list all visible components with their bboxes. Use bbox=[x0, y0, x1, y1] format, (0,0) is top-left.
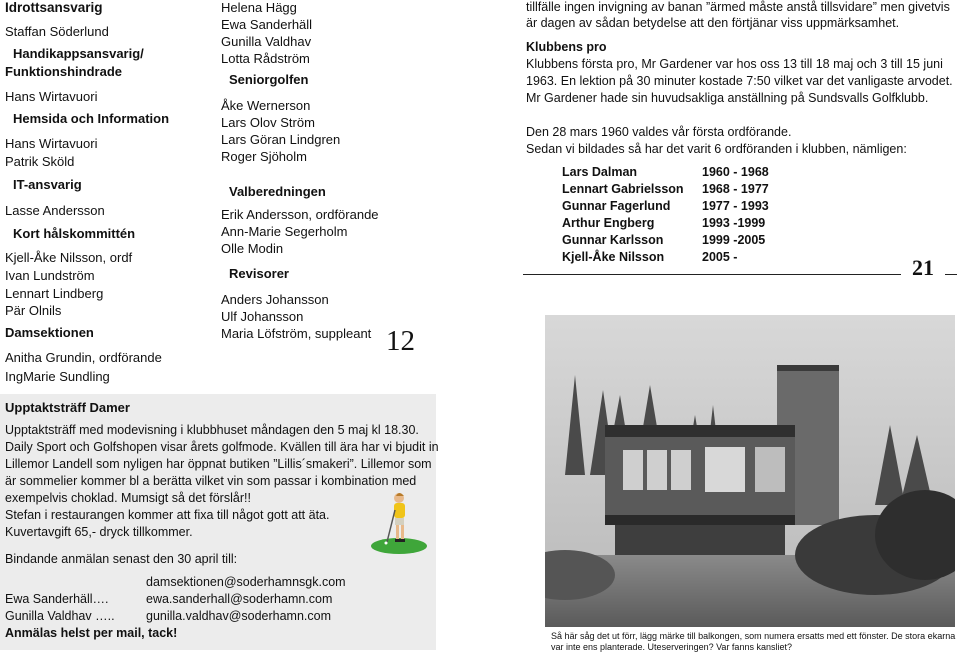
event-line: Kuvertavgift 65,- dryck tillkommer. bbox=[5, 525, 193, 539]
pro-line: Klubbens första pro, Mr Gardener var hos oss 13 till 18 maj och 3 till 15 juni bbox=[526, 57, 943, 71]
chair-intro-line: Den 28 mars 1960 valdes vår första ordförande. bbox=[526, 125, 792, 139]
divider-line-end bbox=[945, 274, 957, 275]
handikapp-heading-2: Funktionshindrade bbox=[5, 64, 122, 79]
contact-email[interactable]: ewa.sanderhall@soderhamn.com bbox=[146, 592, 333, 606]
golfer-illustration bbox=[370, 490, 430, 556]
chair-years: 1977 - 1993 bbox=[702, 199, 769, 213]
val-name: Erik Andersson, ordförande bbox=[221, 207, 379, 222]
chair-years: 1999 -2005 bbox=[702, 233, 766, 247]
idrott-heading: Idrottsansvarig bbox=[5, 0, 103, 15]
handikapp-heading-1: Handikappsansvarig/ bbox=[13, 46, 144, 61]
page-number-left: 12 bbox=[386, 325, 415, 357]
val-name: Olle Modin bbox=[221, 241, 284, 256]
email-main[interactable]: damsektionen@soderhamnsgk.com bbox=[146, 575, 346, 589]
chair-name: Gunnar Fagerlund bbox=[562, 199, 671, 213]
chair-name: Lars Dalman bbox=[562, 165, 638, 179]
contact-name: Ewa Sanderhäll…. bbox=[5, 592, 109, 606]
committee-name: Lotta Rådström bbox=[221, 51, 310, 66]
caption-line: var inte ens planterade. Uteserveringen? Var fanns kansliet? bbox=[551, 642, 792, 652]
senior-name: Åke Wernerson bbox=[221, 98, 311, 113]
chair-years: 1993 -1999 bbox=[702, 216, 766, 230]
contact-email[interactable]: gunilla.valdhav@soderhamn.com bbox=[146, 609, 332, 623]
committee-name: Helena Hägg bbox=[221, 0, 297, 15]
rev-name: Maria Löfström, suppleant bbox=[221, 326, 372, 341]
senior-name: Lars Göran Lindgren bbox=[221, 132, 341, 147]
event-line: exempelvis choklad. Mumsigt så det förslår!! bbox=[5, 491, 251, 505]
rev-heading: Revisorer bbox=[229, 266, 289, 281]
pro-heading: Klubbens pro bbox=[526, 40, 607, 54]
dam-name: Anitha Grundin, ordförande bbox=[5, 350, 162, 365]
it-name: Lasse Andersson bbox=[5, 203, 105, 218]
page-number-right: 21 bbox=[912, 255, 934, 280]
chair-years: 2005 - bbox=[702, 250, 738, 264]
chair-years: 1968 - 1977 bbox=[702, 182, 769, 196]
senior-name: Lars Olov Ström bbox=[221, 115, 315, 130]
chair-years: 1960 - 1968 bbox=[702, 165, 769, 179]
idrott-name: Staffan Söderlund bbox=[5, 24, 109, 39]
pro-line: Mr Gardener hade sin huvudsakliga anställning på Sundsvalls Golfklubb. bbox=[526, 91, 929, 105]
dam-name: IngMarie Sundling bbox=[5, 369, 110, 384]
event-box bbox=[0, 394, 439, 650]
chair-name: Kjell-Åke Nilsson bbox=[562, 250, 665, 264]
kort-name: Kjell-Åke Nilsson, ordf bbox=[5, 250, 133, 265]
intro-line: tillfälle ingen invigning av banan ”ärmed måste anstå tillsvidare” men givetvis bbox=[526, 0, 950, 14]
kort-heading: Kort hålskommittén bbox=[13, 226, 136, 241]
committee-name: Ewa Sanderhäll bbox=[221, 17, 313, 32]
kort-name: Pär Olnils bbox=[5, 303, 62, 318]
kort-name: Ivan Lundström bbox=[5, 268, 95, 283]
clubhouse-photo bbox=[545, 315, 955, 627]
rev-name: Ulf Johansson bbox=[221, 309, 304, 324]
rev-name: Anders Johansson bbox=[221, 292, 329, 307]
kort-name: Lennart Lindberg bbox=[5, 286, 104, 301]
chair-name: Gunnar Karlsson bbox=[562, 233, 664, 247]
pro-line: 1963. En lektion på 30 minuter kostade 7:50 vilket var det vanligaste arvodet. bbox=[526, 74, 953, 88]
event-title: Upptaktsträff Damer bbox=[5, 400, 130, 415]
hemsida-name: Hans Wirtavuori bbox=[5, 136, 98, 151]
caption-line: Så här såg det ut förr, lägg märke till balkongen, som numera ersatts med ett fönster. De stora ekarna bbox=[551, 631, 956, 641]
event-line: Stefan i restaurangen kommer att fixa till något gott att äta. bbox=[5, 508, 330, 522]
divider-line bbox=[523, 274, 901, 275]
chair-intro-line: Sedan vi bildades så har det varit 6 ordföranden i klubben, nämligen: bbox=[526, 142, 907, 156]
val-name: Ann-Marie Segerholm bbox=[221, 224, 348, 239]
chair-name: Arthur Engberg bbox=[562, 216, 655, 230]
event-footer: Anmälas helst per mail, tack! bbox=[5, 626, 178, 640]
handikapp-name: Hans Wirtavuori bbox=[5, 89, 98, 104]
event-line: är sommelier kommer bl a berätta vilket vin som passar i kombination med bbox=[5, 474, 417, 488]
event-line: Upptaktsträff med modevisning i klubbhuset måndagen den 5 maj kl 18.30. bbox=[5, 423, 419, 437]
event-line: Daily Sport och Golfshopen visar årets golfmode. Kvällen till ära har vi bjudit in bbox=[5, 440, 439, 454]
hemsida-name: Patrik Sköld bbox=[5, 154, 75, 169]
chair-name: Lennart Gabrielsson bbox=[562, 182, 684, 196]
hemsida-heading: Hemsida och Information bbox=[13, 111, 170, 126]
dam-heading: Damsektionen bbox=[5, 325, 94, 340]
senior-heading: Seniorgolfen bbox=[229, 72, 309, 87]
intro-line: är dagen av sådan betydelse att den förtjänar viss uppmärksamhet. bbox=[526, 16, 900, 30]
event-deadline: Bindande anmälan senast den 30 april till: bbox=[5, 552, 238, 566]
event-line: Lillemor Landell som nyligen har öppnat butiken ”Lillis´smakeri”. Lillemor som bbox=[5, 457, 432, 471]
it-heading: IT-ansvarig bbox=[13, 177, 82, 192]
photo-caption bbox=[551, 631, 955, 653]
val-heading: Valberedningen bbox=[229, 184, 326, 199]
contact-name: Gunilla Valdhav ….. bbox=[5, 609, 115, 623]
senior-name: Roger Sjöholm bbox=[221, 149, 307, 164]
committee-name: Gunilla Valdhav bbox=[221, 34, 312, 49]
